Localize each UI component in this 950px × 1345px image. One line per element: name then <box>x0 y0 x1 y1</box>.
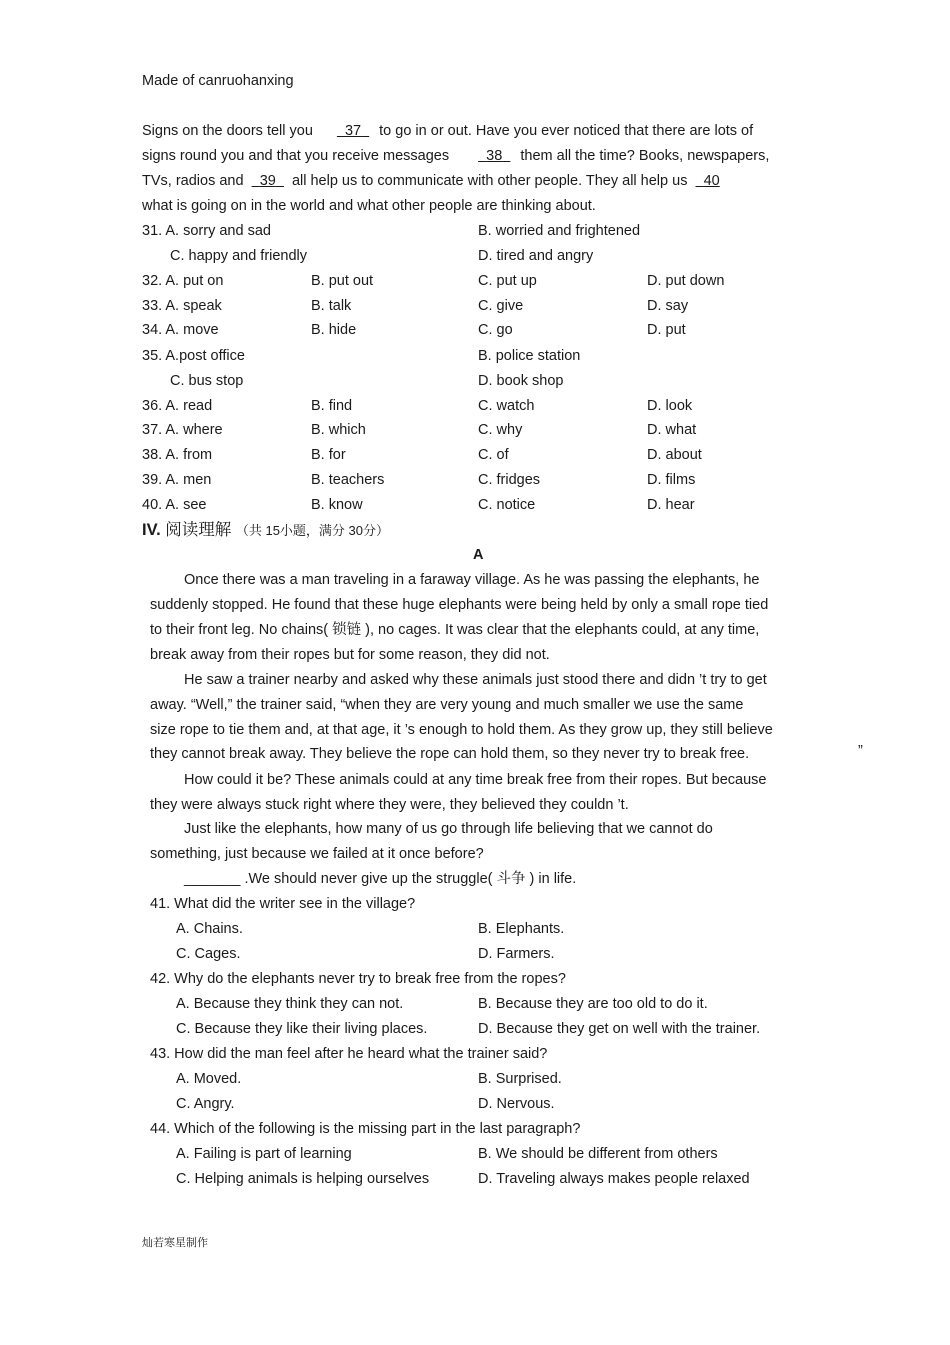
passage-label: A <box>473 547 484 563</box>
passage-p4-line1: Just like the elephants, how many of us go through life believing that we cannot do <box>184 821 713 837</box>
q41-option-d: D. Farmers. <box>478 946 555 962</box>
q40-option-a: 40. A. see <box>142 497 207 513</box>
passage-p1-line2: suddenly stopped. He found that these huge elephants were being held by only a small rope tied <box>150 597 769 613</box>
passage-p2-line4: they cannot break away. They believe the rope can hold them, so they never try to break free. <box>150 746 750 762</box>
passage-p1-line3: to their front leg. No chains( 锁链 ), no cages. It was clear that the elephants could, at any time, <box>150 622 760 638</box>
q31-option-c: C. happy and friendly <box>170 248 308 264</box>
q41-option-a: A. Chains. <box>176 921 243 937</box>
q38-option-b: B. for <box>311 447 346 463</box>
q36-option-b: B. find <box>311 398 353 414</box>
q42-stem: 42. Why do the elephants never try to break free from the ropes? <box>150 971 566 987</box>
section-heading <box>142 519 389 542</box>
q35-option-c: C. bus stop <box>170 373 244 389</box>
q40-option-c: C. notice <box>478 497 536 513</box>
q33-option-b: B. talk <box>311 298 352 314</box>
q31-option-b: B. worried and frightened <box>478 223 641 239</box>
q35-option-d: D. book shop <box>478 373 564 389</box>
q41-option-b: B. Elephants. <box>478 921 565 937</box>
q32-option-b: B. put out <box>311 273 374 289</box>
q35-option-b: B. police station <box>478 348 581 364</box>
q37-option-b: B. which <box>311 422 366 438</box>
blank-40: 40 <box>703 173 720 189</box>
passage-p2-closing-quote: ” <box>858 743 863 759</box>
q37-option-d: D. what <box>647 422 697 438</box>
q43-stem: 43. How did the man feel after he heard what the trainer said? <box>150 1046 548 1062</box>
q33-option-d: D. say <box>647 298 689 314</box>
q44-option-d: D. Traveling always makes people relaxed <box>478 1171 750 1187</box>
q35-option-a: 35. A.post office <box>142 348 245 364</box>
q39-option-c: C. fridges <box>478 472 541 488</box>
passage-p3-line1: How could it be? These animals could at any time break free from their ropes. But because <box>184 772 767 788</box>
q39-option-a: 39. A. men <box>142 472 212 488</box>
cloze-line-2: signs round you and that you receive messages 38 them all the time? Books, newspapers, <box>142 148 770 164</box>
blank-39: 39 <box>259 173 276 189</box>
q44-option-c: C. Helping animals is helping ourselves <box>176 1171 430 1187</box>
q43-option-a: A. Moved. <box>176 1071 242 1087</box>
q39-option-d: D. films <box>647 472 696 488</box>
cloze-line-1: Signs on the doors tell you 37 to go in or out. Have you ever noticed that there are lots of <box>142 123 754 139</box>
q31-option-a: 31. A. sorry and sad <box>142 223 271 239</box>
passage-p5-line1: _______ .We should never give up the struggle( 斗争 ) in life. <box>184 871 577 887</box>
q32-option-d: D. put down <box>647 273 725 289</box>
q38-option-c: C. of <box>478 447 509 463</box>
cloze-line-3: TVs, radios and 39 all help us to communicate with other people. They all help us 40 <box>142 173 720 189</box>
q38-option-d: D. about <box>647 447 702 463</box>
q44-option-a: A. Failing is part of learning <box>176 1146 352 1162</box>
missing-sentence-blank: _______ <box>184 871 241 887</box>
q41-option-c: C. Cages. <box>176 946 241 962</box>
q33-option-a: 33. A. speak <box>142 298 222 314</box>
q33-option-c: C. give <box>478 298 524 314</box>
q31-option-d: D. tired and angry <box>478 248 594 264</box>
passage-p2-line1: He saw a trainer nearby and asked why these animals just stood there and didn ’t try to get <box>184 672 767 688</box>
q36-option-d: D. look <box>647 398 693 414</box>
q44-stem: 44. Which of the following is the missing part in the last paragraph? <box>150 1121 581 1137</box>
passage-p1-line1: Once there was a man traveling in a faraway village. As he was passing the elephants, he <box>184 572 760 588</box>
passage-p4-line2: something, just because we failed at it once before? <box>150 846 484 862</box>
q43-option-b: B. Surprised. <box>478 1071 562 1087</box>
q43-option-c: C. Angry. <box>176 1096 235 1112</box>
q40-option-b: B. know <box>311 497 363 513</box>
page-footer: 灿若寒星制作 <box>142 1237 208 1249</box>
q34-option-c: C. go <box>478 322 513 338</box>
section-number: IV. <box>142 521 161 539</box>
q34-option-b: B. hide <box>311 322 357 338</box>
section-title: 阅读理解 <box>165 521 232 539</box>
q36-option-a: 36. A. read <box>142 398 213 414</box>
q39-option-b: B. teachers <box>311 472 385 488</box>
q42-option-a: A. Because they think they can not. <box>176 996 404 1012</box>
q41-stem: 41. What did the writer see in the village? <box>150 896 416 912</box>
passage-p3-line2: they were always stuck right where they were, they believed they couldn ’t. <box>150 797 629 813</box>
q37-option-a: 37. A. where <box>142 422 223 438</box>
section-note: （共 15小题，满分 30分） <box>235 523 390 538</box>
q34-option-a: 34. A. move <box>142 322 219 338</box>
q42-option-d: D. Because they get on well with the trainer. <box>478 1021 761 1037</box>
q36-option-c: C. watch <box>478 398 535 414</box>
blank-38: 38 <box>486 148 503 164</box>
passage-p2-line2: away. “Well,” the trainer said, “when they are very young and much smaller we use the same <box>150 697 744 713</box>
q37-option-c: C. why <box>478 422 523 438</box>
blank-37: 37 <box>344 123 362 139</box>
cloze-line-4: what is going on in the world and what other people are thinking about. <box>142 198 596 214</box>
q38-option-a: 38. A. from <box>142 447 213 463</box>
passage-p2-line3: size rope to tie them and, at that age, it ’s enough to hold them. As they grow up, they still believe <box>150 722 773 738</box>
q32-option-c: C. put up <box>478 273 537 289</box>
q40-option-d: D. hear <box>647 497 695 513</box>
q44-option-b: B. We should be different from others <box>478 1146 718 1162</box>
q42-option-c: C. Because they like their living places. <box>176 1021 428 1037</box>
passage-p1-line4: break away from their ropes but for some reason, they did not. <box>150 647 550 663</box>
q43-option-d: D. Nervous. <box>478 1096 555 1112</box>
q42-option-b: B. Because they are too old to do it. <box>478 996 708 1012</box>
q34-option-d: D. put <box>647 322 686 338</box>
q32-option-a: 32. A. put on <box>142 273 224 289</box>
page-header: Made of canruohanxing <box>142 73 294 89</box>
